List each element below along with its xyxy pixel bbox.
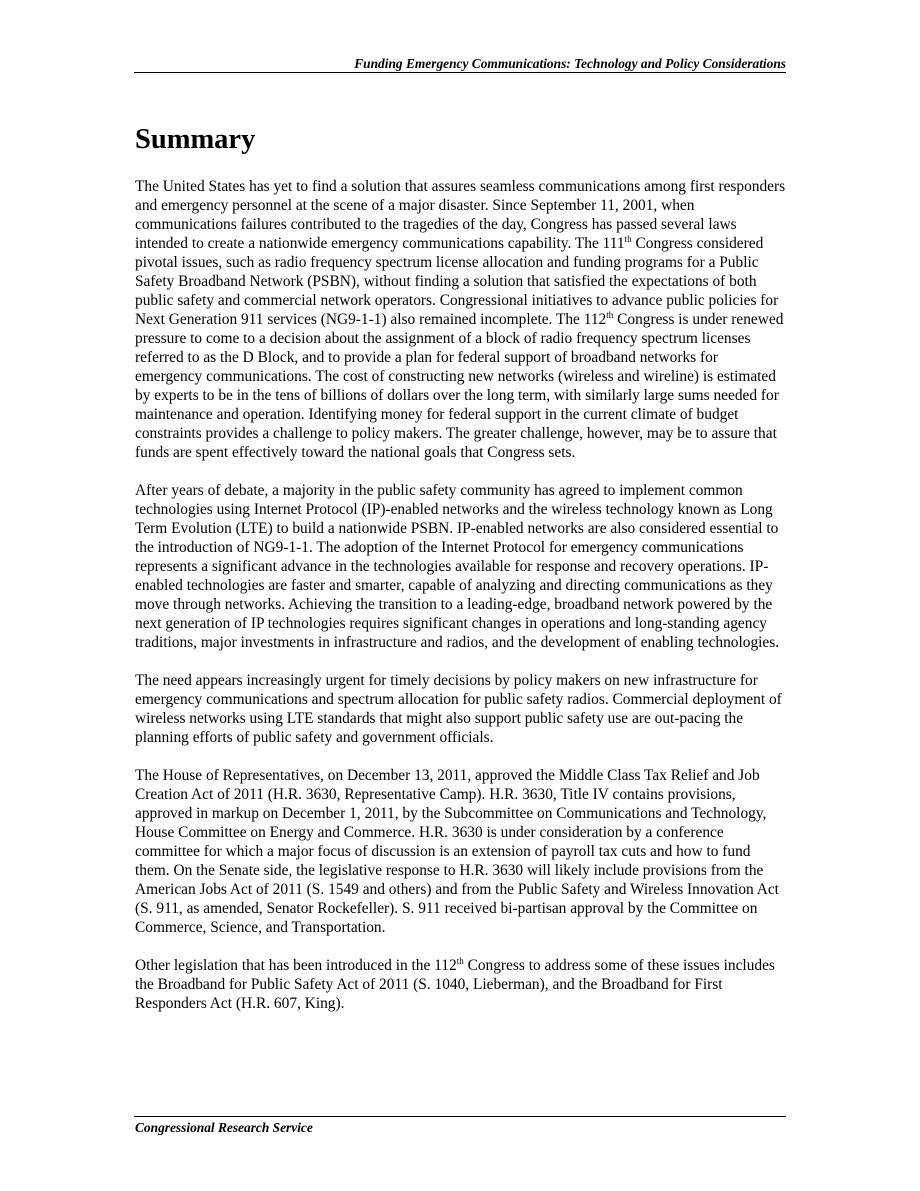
summary-body bbox=[135, 177, 787, 1013]
summary-paragraph-4: The House of Representatives, on December 13, 2011, approved the Middle Class Tax Relief and Job Creation Act of 2011 (H.R. 3630, Representative Camp). H.R. 3630, Title IV contains provisions, approved in markup on December 1, 2011, by the Subcommittee on Communications and Technology, House Committee on Energy and Commerce. H.R. 3630 is under consideration by a conference committee for which a major focus of discussion is an extension of payroll tax cuts and how to fund them. On the Senate side, the legislative response to H.R. 3630 will likely include provisions from the American Jobs Act of 2011 (S. 1549 and others) and from the Public Safety and Wireless Innovation Act (S. 911, as amended, Senator Rockefeller). S. 911 received bi-partisan approval by the Committee on Commerce, Science, and Transportation. bbox=[135, 767, 779, 936]
header-rule bbox=[134, 72, 786, 73]
p5-superscript: th bbox=[456, 956, 464, 966]
summary-heading: Summary bbox=[135, 124, 256, 155]
p1-text-b: Congress considered pivotal issues, such as radio frequency spectrum license allocation and funding programs for a Public Safety Broadband Network (PSBN), without finding a solution that satisfied the expectations of both public safety and commercial network operators. Congressional initiatives to advance public policies for Next Generation 911 services (NG9-1-1) also remained incomplete. The 112 bbox=[135, 235, 779, 328]
p1-superscript-1: th bbox=[624, 234, 632, 244]
p1-text-a: The United States has yet to find a solution that assures seamless communications among first responders and emergency personnel at the scene of a major disaster. Since September 11, 2001, when communications failures contributed to the tragedies of the day, Congress has passed several laws intended to create a nationwide emergency communications capability. The 111 bbox=[135, 178, 786, 252]
summary-paragraph-2: After years of debate, a majority in the public safety community has agreed to implement common technologies using Internet Protocol (IP)-enabled networks and the wireless technology known as Long Term Evolution (LTE) to build a nationwide PSBN. IP-enabled networks are also considered essential to the introduction of NG9-1-1. The adoption of the Internet Protocol for emergency communications represents a significant advance in the technologies available for response and recovery operations. IP-enabled technologies are faster and smarter, capable of analyzing and directing communications as they move through networks. Achieving the transition to a leading-edge, broadband network powered by the next generation of IP technologies requires significant changes in operations and long-standing agency traditions, major investments in infrastructure and radios, and the development of enabling technologies. bbox=[135, 482, 780, 651]
p5-text-b: Congress to address some of these issues includes the Broadband for Public Safety Act of 2011 (S. 1040, Lieberman), and the Broadband for First Responders Act (H.R. 607, King). bbox=[135, 957, 775, 1012]
summary-paragraph-5 bbox=[135, 956, 787, 1013]
p5-text-a: Other legislation that has been introduced in the 112 bbox=[135, 957, 457, 974]
p1-text-c: Congress is under renewed pressure to come to a decision about the assignment of a block of radio frequency spectrum licenses referred to as the D Block, and to provide a plan for federal support of broadband networks for emergency communications. The cost of constructing new networks (wireless and wireline) is estimated by experts to be in the tens of billions of dollars over the long term, with similarly large sums needed for maintenance and operation. Identifying money for federal support in the current climate of budget constraints provides a challenge to policy makers. The greater challenge, however, may be to assure that funds are spent effectively toward the national goals that Congress sets. bbox=[135, 311, 784, 461]
running-footer: Congressional Research Service bbox=[135, 1120, 313, 1135]
p1-superscript-2: th bbox=[606, 310, 614, 320]
footer-rule bbox=[134, 1116, 786, 1117]
running-header: Funding Emergency Communications: Technology and Policy Considerations bbox=[354, 56, 786, 71]
summary-paragraph-1 bbox=[135, 177, 787, 462]
summary-paragraph-3: The need appears increasingly urgent for timely decisions by policy makers on new infrastructure for emergency communications and spectrum allocation for public safety radios. Commercial deployment of wireless networks using LTE standards that might also support public safety use are out-pacing the planning efforts of public safety and government officials. bbox=[135, 672, 782, 746]
